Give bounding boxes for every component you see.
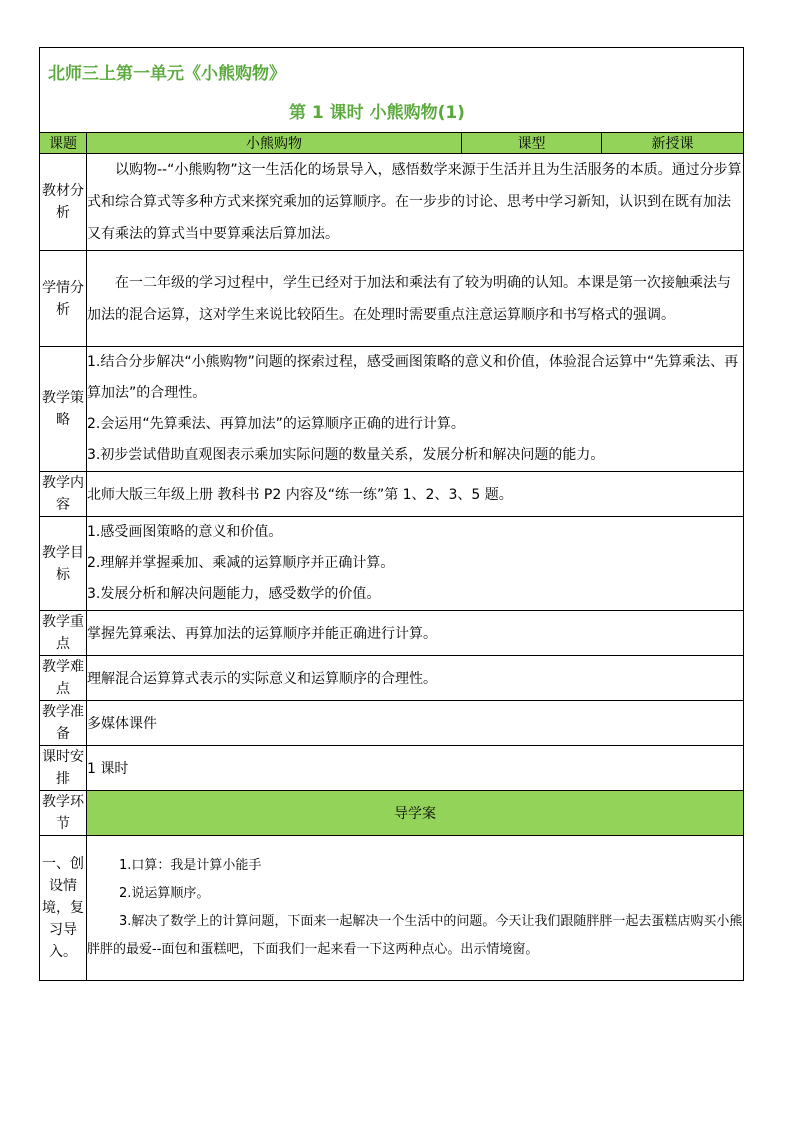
goals-row [40, 517, 744, 611]
step1-item: 3.解决了数学上的计算问题，下面来一起解决一个生活中的问题。今天让我们跟随胖胖一起去蛋糕店购买小熊胖胖的最爱--面包和蛋糕吧，下面我们一起来看一下这两种点心。出示情境窗。 [87, 914, 743, 957]
content-row [40, 472, 744, 517]
key-points-row [40, 611, 744, 656]
step1-label: 一、创设情境，复习导入。 [40, 836, 87, 981]
step1-item: 2.说运算顺序。 [119, 886, 210, 901]
material-text: 以购物--“小熊购物”这一生活化的场景导入，感悟数学来源于生活并且为生活服务的本质。通过分步算式和综合算式等多种方式来探究乘加的运算顺序。在一步步的讨论、思考中学习新知，认识到在既有加法又有乘法的算式当中要算乘法后算加法。 [87, 154, 744, 251]
difficulties-label: 教学难点 [40, 656, 87, 701]
schedule-text: 1 课时 [87, 746, 744, 791]
key-points-label: 教学重点 [40, 611, 87, 656]
material-row [40, 154, 744, 251]
info-row [40, 133, 744, 154]
content-text: 北师大版三年级上册 教科书 P2 内容及“练一练”第 1、2、3、5 题。 [87, 472, 744, 517]
strategy-row [40, 347, 744, 472]
step1-row [40, 836, 744, 981]
process-label: 教学环节 [40, 791, 87, 836]
material-label: 教材分析 [40, 154, 87, 251]
step1-item: 1.口算：我是计算小能手 [119, 858, 262, 873]
series-title: 北师三上第一单元《小熊购物》 [48, 64, 286, 84]
difficulties-text: 理解混合运算算式表示的实际意义和运算顺序的合理性。 [87, 656, 744, 701]
content-label: 教学内容 [40, 472, 87, 517]
type-label: 课型 [462, 133, 602, 154]
preparation-label: 教学准备 [40, 701, 87, 746]
preparation-text: 多媒体课件 [87, 701, 744, 746]
strategy-item: 3.初步尝试借助直观图表示乘加实际问题的数量关系，发展分析和解决问题的能力。 [87, 447, 605, 463]
strategy-item: 2.会运用“先算乘法、再算加法”的运算顺序正确的进行计算。 [87, 416, 465, 432]
students-row [40, 251, 744, 347]
process-header: 导学案 [87, 791, 744, 836]
topic-value: 小熊购物 [87, 133, 462, 154]
students-text: 在一二年级的学习过程中，学生已经对于加法和乘法有了较为明确的认知。本课是第一次接触乘法与加法的混合运算，这对学生来说比较陌生。在处理时需要重点注意运算顺序和书写格式的强调。 [87, 251, 744, 347]
goals-list [87, 517, 744, 611]
process-row [40, 791, 744, 836]
topic-label: 课题 [40, 133, 87, 154]
goals-item: 3.发展分析和解决问题能力，感受数学的价值。 [87, 586, 381, 602]
title-cell [40, 48, 744, 133]
strategy-label: 教学策略 [40, 347, 87, 472]
title-row [40, 48, 744, 133]
difficulties-row [40, 656, 744, 701]
lesson-plan-document [39, 47, 743, 981]
students-label: 学情分析 [40, 251, 87, 347]
type-value: 新授课 [602, 133, 744, 154]
strategy-list [87, 347, 744, 472]
lesson-title: 第 1 课时 小熊购物(1) [289, 103, 465, 123]
goals-item: 1.感受画图策略的意义和价值。 [87, 524, 283, 540]
schedule-row [40, 746, 744, 791]
preparation-row [40, 701, 744, 746]
schedule-label: 课时安排 [40, 746, 87, 791]
key-points-text: 掌握先算乘法、再算加法的运算顺序并能正确进行计算。 [87, 611, 744, 656]
strategy-item: 1.结合分步解决“小熊购物”问题的探索过程，感受画图策略的意义和价值，体验混合运算中“先算乘法、再算加法”的合理性。 [87, 354, 739, 401]
goals-item: 2.理解并掌握乘加、乘减的运算顺序并正确计算。 [87, 555, 395, 571]
step1-content [87, 836, 744, 981]
goals-label: 教学目标 [40, 517, 87, 611]
lesson-plan-table [39, 47, 744, 981]
